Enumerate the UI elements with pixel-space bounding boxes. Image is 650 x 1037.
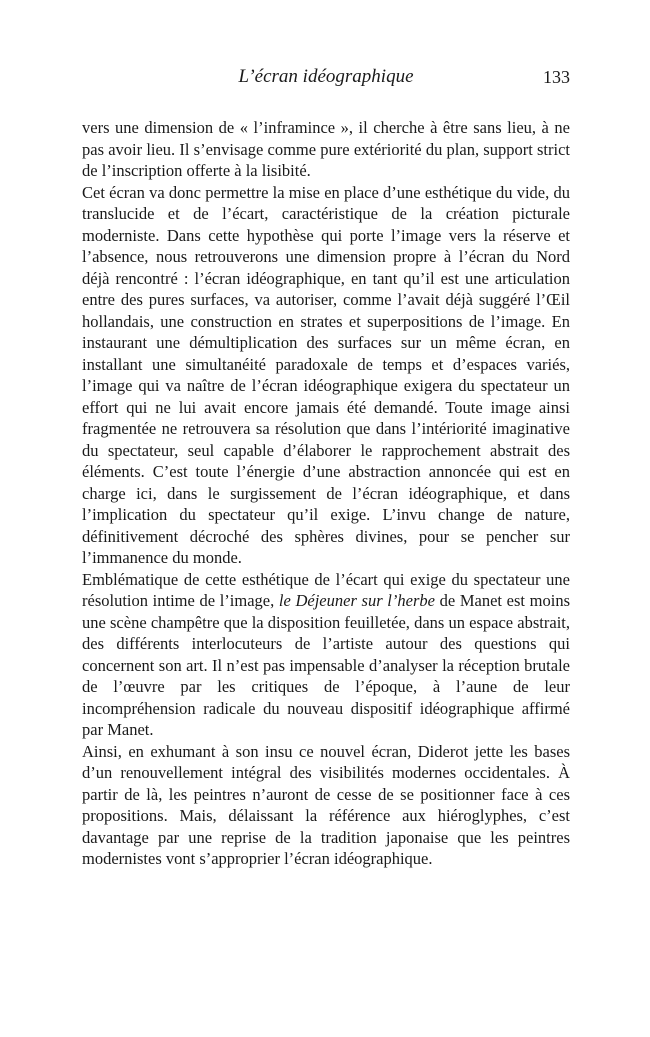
paragraph (82, 569, 570, 741)
paragraph-text: vers une dimension de « l’inframince », il cherche à être sans lieu, à ne pas avoir lieu. Il s’envisage comme pure extériorité du plan, support strict de l’inscription offerte à la lisibité. (82, 118, 570, 180)
paragraph (82, 741, 570, 870)
paragraph-text-continued: de Manet est moins une scène champêtre que la disposition feuilletée, dans un espace abstrait, des différents interlocuteurs de l’artiste autour des questions qui concernent son art. Il n’est pas impensable d’analyser la réception brutale de l’œuvre par les critiques de l’époque, à l’aune de leur incompréhension radicale du nouveau dispositif idéographique affirmé par Manet. (82, 591, 570, 739)
running-title: L’écran idéographique (238, 66, 414, 87)
paragraph (82, 182, 570, 569)
artwork-title: le Déjeuner sur l’herbe (278, 591, 435, 610)
body-text (82, 117, 570, 870)
page-number: 133 (543, 67, 570, 87)
paragraph (82, 117, 570, 182)
page-header (82, 64, 570, 94)
paragraph-text: Cet écran va donc permettre la mise en place d’une esthétique du vide, du translucide et de l’écart, caractéristique de la création picturale moderniste. Dans cette hypothèse qui porte l’image vers la réserve et l’absence, nous retrouverons une dimension propre à l’écran du Nord déjà rencontré : l’écran idéographique, en tant qu’il est une articulation entre des pures surfaces, va autoriser, comme l’avait déjà suggéré l’Œil hollandais, une construction en strates et superpositions de l’image. En instaurant une démultiplication des surfaces sur un même écran, en installant une simultanéité paradoxale de temps et d’espaces variés, l’image qui va naître de l’écran idéographique exigera du spectateur un effort qui ne lui avait encore jamais été demandé. Toute image ainsi fragmentée ne retrouvera sa résolution que dans l’intériorité imaginative du spectateur, seul capable d’élaborer le rapprochement abstrait des éléments. C’est toute l’énergie d’une abstraction annoncée qui est en charge ici, dans le surgissement de l’écran idéographique, et dans l’implication du spectateur qu’il exige. L’invu change de nature, définitivement décroché des sphères divines, pour se pencher sur l’immanence du monde. (82, 182, 570, 567)
paragraph-text: Emblématique de cette esthétique de l’écart qui exige du spectateur une résolution intime de l’image, (82, 569, 570, 610)
paragraph-text: Ainsi, en exhumant à son insu ce nouvel écran, Diderot jette les bases d’un renouvellement intégral des visibilités modernes occidentales. À partir de là, les peintres n’auront de cesse de se positionner face à ces propositions. Mais, délaissant la référence aux hiéroglyphes, c’est davantage par une reprise de la tradition japonaise que les peintres modernistes vont s’approprier l’écran idéographique. (82, 741, 570, 868)
